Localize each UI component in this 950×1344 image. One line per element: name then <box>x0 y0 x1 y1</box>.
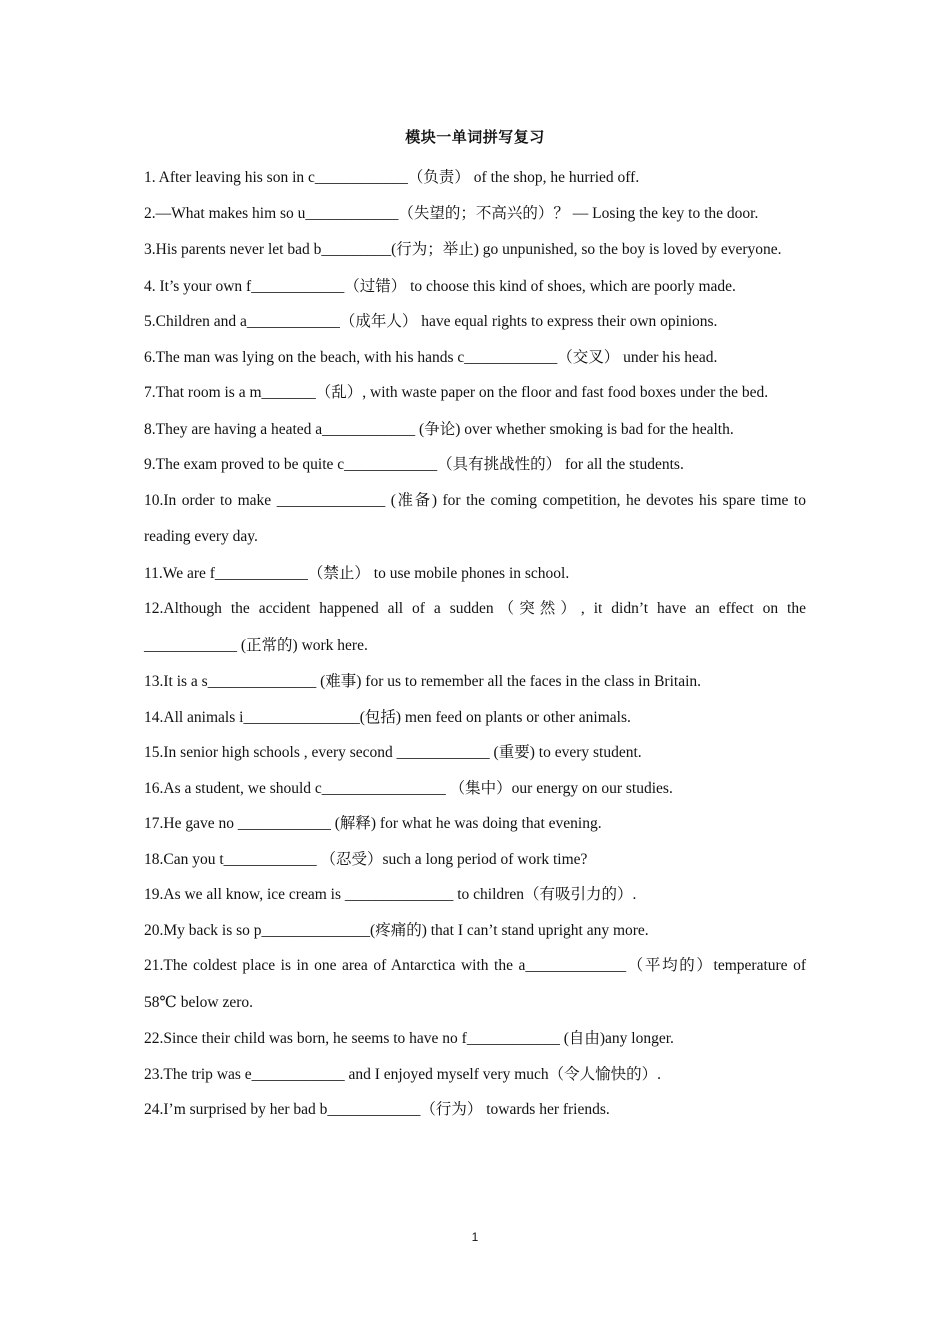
exercise-list <box>144 160 806 1128</box>
exercise-item-9: 9.The exam proved to be quite c____________（具有挑战性的） for all the students. <box>144 456 684 473</box>
exercise-item-16: 16.As a student, we should c________________ （集中）our energy on our studies. <box>144 779 673 797</box>
exercise-item-3: 3.His parents never let bad b_________(行为；举止) go unpunished, so the boy is loved by everyone. <box>144 241 782 258</box>
exercise-item-14: 14.All animals i_______________(包括) men feed on plants or other animals. <box>144 708 631 726</box>
exercise-item-24: 24.I’m surprised by her bad b____________（行为） towards her friends. <box>144 1101 610 1118</box>
exercise-item-21: 21.The coldest place is in one area of Antarctica with the a_____________（平均的）temperature of 58℃ below zero. <box>144 957 806 1011</box>
exercise-item-7: 7.That room is a m_______（乱）, with waste paper on the floor and fast food boxes under the bed. <box>144 384 769 401</box>
exercise-item-6: 6.The man was lying on the beach, with his hands c____________（交叉） under his head. <box>144 348 718 366</box>
exercise-item-2: 2.—What makes him so u____________（失望的；不高兴的）？ — Losing the key to the door. <box>144 204 759 222</box>
exercise-item-20: 20.My back is so p______________(疼痛的) that I can’t stand upright any more. <box>144 921 649 939</box>
exercise-item-18: 18.Can you t____________ （忍受）such a long period of work time? <box>144 850 588 868</box>
exercise-item-1: 1. After leaving his son in c____________（负责） of the shop, he hurried off. <box>144 169 640 186</box>
exercise-item-17: 17.He gave no ____________ (解释) for what he was doing that evening. <box>144 815 602 832</box>
exercise-item-8: 8.They are having a heated a____________ (争论) over whether smoking is bad for the health. <box>144 420 734 438</box>
exercise-item-19: 19.As we all know, ice cream is ______________ to children（有吸引力的）. <box>144 886 637 903</box>
exercise-item-11: 11.We are f____________（禁止） to use mobile phones in school. <box>144 564 570 582</box>
page-title: 模块一单词拼写复习 <box>405 128 545 146</box>
exercise-item-22: 22.Since their child was born, he seems to have no f____________ (自由)any longer. <box>144 1030 674 1047</box>
exercise-item-12: 12.Although the accident happened all of a sudden（突然）, it didn’t have an effect on the ____________ (正常的) work here. <box>144 600 806 654</box>
exercise-item-15: 15.In senior high schools , every second ____________ (重要) to every student. <box>144 744 642 761</box>
exercise-item-23: 23.The trip was e____________ and I enjoyed myself very much（令人愉快的）. <box>144 1065 662 1083</box>
exercise-item-4: 4. It’s your own f____________（过错） to choose this kind of shoes, which are poorly made. <box>144 277 736 295</box>
exercise-item-10: 10.In order to make ______________ (准备) for the coming competition, he devotes his spare time to reading every day. <box>144 491 806 545</box>
exercise-item-13: 13.It is a s______________ (难事) for us to remember all the faces in the class in Britain. <box>144 673 702 690</box>
page-number: 1 <box>471 1230 479 1244</box>
exercise-item-5: 5.Children and a____________（成年人） have equal rights to express their own opinions. <box>144 313 718 330</box>
